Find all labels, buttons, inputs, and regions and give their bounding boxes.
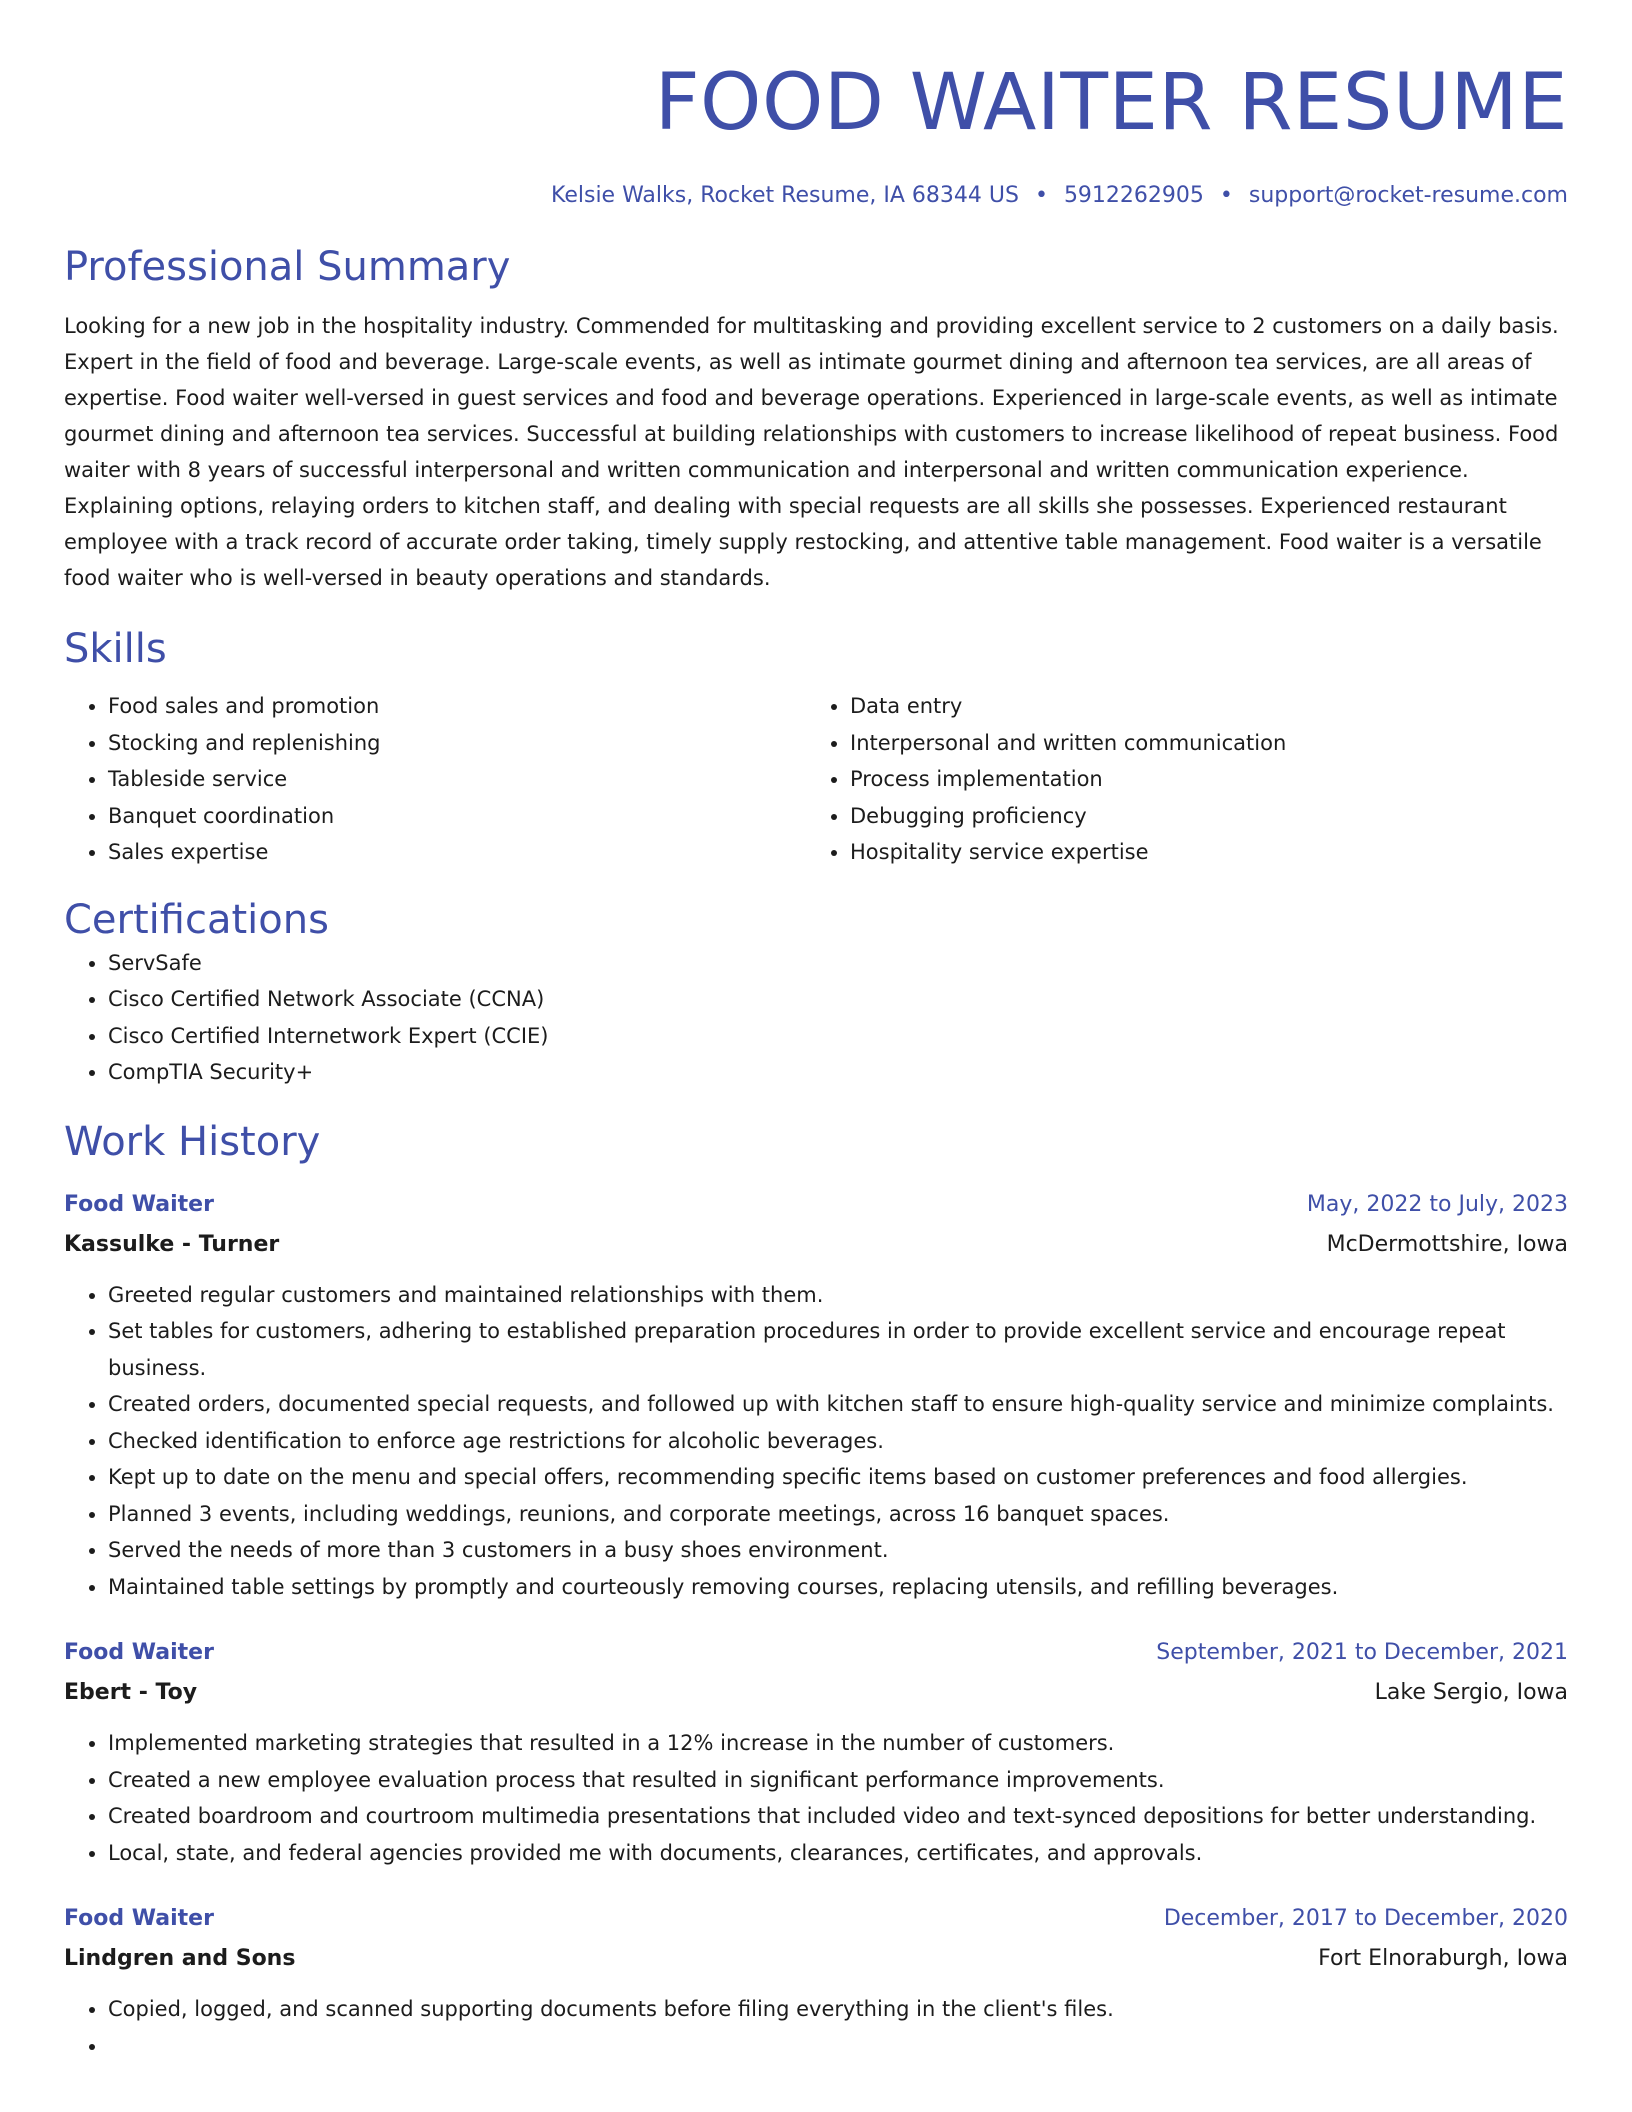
contact-separator: • (1034, 183, 1048, 208)
job-entry (64, 1633, 1568, 1871)
contact-phone: 5912262905 (1063, 183, 1204, 208)
skills-list (64, 688, 1568, 871)
contact-address: Kelsie Walks, Rocket Resume, IA 68344 US (551, 183, 1019, 208)
resume-title: FOOD WAITER RESUME (654, 58, 1568, 148)
skills-heading: Skills (64, 626, 167, 672)
job-duties (64, 1725, 1568, 1871)
skill-item: • Process implementation (850, 761, 1548, 798)
skill-item: • Data entry (850, 688, 1548, 725)
job-dates: September, 2021 to December, 2021 (1156, 1640, 1568, 1665)
job-duty-item: • Set tables for customers, adhering to established preparation procedures in order to provide excellent service and encourage repeat business. (108, 1313, 1568, 1386)
job-location: McDermottshire, Iowa (1326, 1231, 1568, 1257)
summary-text: Looking for a new job in the hospitality industry. Commended for multitasking and providing excellent service to 2 customers on a daily basis. Expert in the field of food and beverage. Large-scale events, as well as intimate gourmet dining and afternoon tea services, are all areas of expertise. Food waiter well-versed in guest services and food and beverage operations. Experienced in large-scale events, as well as intimate gourmet dining and afternoon tea services. Successful at building relationships with customers to increase likelihood of repeat business. Food waiter with 8 years of successful interpersonal and written communication and interpersonal and written communication experience. Explaining options, relaying orders to kitchen staff, and dealing with special requests are all skills she possesses. Experienced restaurant employee with a track record of accurate order taking, timely supply restocking, and attentive table management. Food waiter is a versatile food waiter who is well-versed in beauty operations and standards. (64, 314, 1559, 590)
skill-item: • Hospitality service expertise (850, 834, 1548, 871)
job-duty-item: • Maintained table settings by promptly and courteously removing courses, replacing utensils, and refilling beverages. (108, 1569, 1568, 1606)
certifications-heading: Certifications (64, 896, 329, 943)
job-title: Food Waiter (64, 1906, 214, 1931)
skill-item: • Banquet coordination (108, 798, 806, 835)
job-title: Food Waiter (64, 1191, 214, 1217)
job-dates: December, 2017 to December, 2020 (1163, 1906, 1568, 1931)
contact-line (64, 180, 1568, 212)
job-company: Kassulke - Turner (64, 1231, 280, 1257)
skill-item: • Stocking and replenishing (108, 725, 806, 762)
job-location: Fort Elnoraburgh, Iowa (1318, 1946, 1568, 1971)
job-duty-item (108, 2028, 1568, 2065)
job-duty-item: • Kept up to date on the menu and special offers, recommending specific items based on customer preferences and food allergies. (108, 1459, 1568, 1496)
work-history-heading: Work History (64, 1118, 321, 1165)
certification-item: • Cisco Certified Internetwork Expert (CCIE) (108, 1018, 1568, 1055)
job-entry (64, 1899, 1568, 2064)
job-duty-item: • Copied, logged, and scanned supporting documents before filing everything in the client's files. (108, 1991, 1568, 2028)
job-duty-item: • Local, state, and federal agencies provided me with documents, clearances, certificates, and approvals. (108, 1835, 1568, 1872)
summary-heading: Professional Summary (64, 244, 511, 290)
job-duty-item: • Created a new employee evaluation process that resulted in significant performance improvements. (108, 1762, 1568, 1799)
job-entry (64, 1185, 1568, 1606)
job-company: Ebert - Toy (64, 1680, 198, 1705)
certification-item: • ServSafe (108, 945, 1568, 982)
skill-item: • Debugging proficiency (850, 798, 1548, 835)
skill-item: • Food sales and promotion (108, 688, 806, 725)
job-duty-item: • Created boardroom and courtroom multimedia presentations that included video and text-synced depositions for better understanding. (108, 1798, 1568, 1835)
job-location: Lake Sergio, Iowa (1374, 1680, 1568, 1705)
job-dates: May, 2022 to July, 2023 (1306, 1191, 1568, 1217)
certification-item: • Cisco Certified Network Associate (CCNA) (108, 981, 1568, 1018)
job-duty-item: • Served the needs of more than 3 customers in a busy shoes environment. (108, 1532, 1568, 1569)
skill-item: • Tableside service (108, 761, 806, 798)
contact-email: support@rocket-resume.com (1248, 183, 1568, 208)
contact-separator: • (1219, 183, 1233, 208)
skill-item: • Sales expertise (108, 834, 806, 871)
certifications-list (64, 945, 1568, 1091)
job-duty-item: • Planned 3 events, including weddings, reunions, and corporate meetings, across 16 banquet spaces. (108, 1496, 1568, 1533)
job-company: Lindgren and Sons (64, 1946, 296, 1971)
job-duty-item: • Created orders, documented special requests, and followed up with kitchen staff to ensure high-quality service and minimize complaints. (108, 1386, 1568, 1423)
certification-item: • CompTIA Security+ (108, 1054, 1568, 1091)
job-duty-item: • Greeted regular customers and maintained relationships with them. (108, 1277, 1568, 1314)
skill-item: • Interpersonal and written communication (850, 725, 1548, 762)
job-title: Food Waiter (64, 1640, 214, 1665)
skills-column-left (64, 688, 806, 871)
skills-column-right (806, 688, 1548, 871)
job-duty-item: • Checked identification to enforce age restrictions for alcoholic beverages. (108, 1423, 1568, 1460)
job-duties (64, 1991, 1568, 2064)
job-duty-item: • Implemented marketing strategies that resulted in a 12% increase in the number of customers. (108, 1725, 1568, 1762)
job-duties (64, 1277, 1568, 1606)
